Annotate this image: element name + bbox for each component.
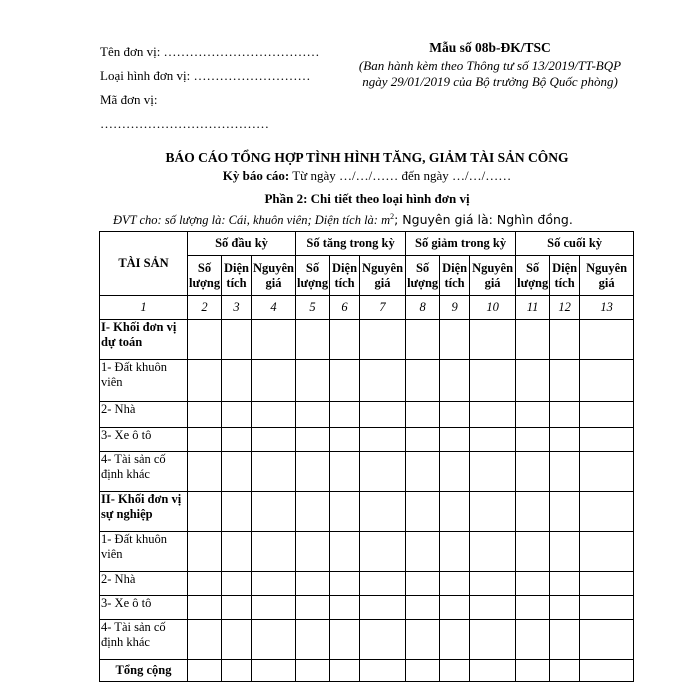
- value-cell[interactable]: [470, 452, 516, 492]
- value-cell[interactable]: [330, 532, 360, 572]
- value-cell[interactable]: [360, 492, 406, 532]
- asset-label-cell: II- Khối đơn vị sự nghiệp: [100, 492, 188, 532]
- value-cell[interactable]: [440, 620, 470, 660]
- value-cell[interactable]: [580, 360, 634, 402]
- value-cell[interactable]: [252, 492, 296, 532]
- group-header-increase: Số tăng trong kỳ: [296, 232, 406, 256]
- value-cell[interactable]: [252, 360, 296, 402]
- group-header-row: [100, 232, 634, 256]
- value-cell[interactable]: [516, 428, 550, 452]
- value-cell[interactable]: [252, 452, 296, 492]
- asset-label-cell: 1- Đất khuôn viên: [100, 532, 188, 572]
- sub-header-cell: Diện tích: [550, 256, 580, 296]
- value-cell[interactable]: [406, 402, 440, 428]
- value-cell[interactable]: [580, 572, 634, 596]
- value-cell[interactable]: [360, 320, 406, 360]
- value-cell[interactable]: [330, 660, 360, 682]
- value-cell[interactable]: [516, 492, 550, 532]
- value-cell[interactable]: [188, 532, 222, 572]
- value-cell[interactable]: [296, 320, 330, 360]
- value-cell[interactable]: [360, 572, 406, 596]
- asset-label-cell: 2- Nhà: [100, 572, 188, 596]
- group-header-opening: Số đầu kỳ: [188, 232, 296, 256]
- value-cell[interactable]: [222, 532, 252, 572]
- value-cell[interactable]: [580, 452, 634, 492]
- value-cell[interactable]: [188, 660, 222, 682]
- value-cell[interactable]: [470, 596, 516, 620]
- value-cell[interactable]: [188, 428, 222, 452]
- value-cell[interactable]: [330, 620, 360, 660]
- value-cell[interactable]: [470, 320, 516, 360]
- value-cell[interactable]: [296, 620, 330, 660]
- table-row: [100, 596, 634, 620]
- value-cell[interactable]: [580, 320, 634, 360]
- value-cell[interactable]: [360, 402, 406, 428]
- value-cell[interactable]: [222, 572, 252, 596]
- sub-header-cell: Số lượng: [296, 256, 330, 296]
- value-cell[interactable]: [516, 360, 550, 402]
- column-number-row: [100, 296, 634, 320]
- value-cell[interactable]: [550, 320, 580, 360]
- value-cell[interactable]: [296, 402, 330, 428]
- asset-label-cell: 4- Tài sản cố định khác: [100, 452, 188, 492]
- table-row: [100, 320, 634, 360]
- value-cell[interactable]: [222, 620, 252, 660]
- value-cell[interactable]: [580, 428, 634, 452]
- value-cell[interactable]: [188, 402, 222, 428]
- value-cell[interactable]: [330, 452, 360, 492]
- unit-note-italic: ĐVT cho: số lượng là: Cái, khuôn viên; Diện tích là: m: [113, 213, 391, 228]
- column-number-cell: 11: [516, 296, 550, 320]
- value-cell[interactable]: [330, 596, 360, 620]
- column-number-cell: 9: [440, 296, 470, 320]
- value-cell[interactable]: [550, 660, 580, 682]
- value-cell[interactable]: [516, 402, 550, 428]
- asset-column-header: TÀI SẢN: [100, 232, 188, 296]
- value-cell[interactable]: [580, 532, 634, 572]
- value-cell[interactable]: [550, 428, 580, 452]
- value-cell[interactable]: [188, 320, 222, 360]
- value-cell[interactable]: [470, 428, 516, 452]
- value-cell[interactable]: [252, 620, 296, 660]
- form-code: Mẫu số 08b-ĐK/TSC: [429, 40, 551, 55]
- value-cell[interactable]: [330, 360, 360, 402]
- value-cell[interactable]: [222, 452, 252, 492]
- value-cell[interactable]: [252, 320, 296, 360]
- period-label: Kỳ báo cáo:: [222, 168, 290, 183]
- issued-line-1: (Ban hành kèm theo Thông tư số 13/2019/TT-BQP: [358, 58, 622, 73]
- value-cell[interactable]: [222, 402, 252, 428]
- sub-header-cell: Diện tích: [222, 256, 252, 296]
- value-cell[interactable]: [222, 360, 252, 402]
- value-cell[interactable]: [406, 572, 440, 596]
- value-cell[interactable]: [406, 620, 440, 660]
- value-cell[interactable]: [440, 660, 470, 682]
- report-title: BÁO CÁO TỔNG HỢP TÌNH HÌNH TĂNG, GIẢM TÀI SẢN CÔNG: [165, 150, 569, 165]
- value-cell[interactable]: [222, 428, 252, 452]
- report-period: [0, 168, 700, 184]
- group-header-decrease: Số giảm trong kỳ: [406, 232, 516, 256]
- sub-header-cell: Số lượng: [516, 256, 550, 296]
- value-cell[interactable]: [222, 660, 252, 682]
- column-number-cell: 7: [360, 296, 406, 320]
- value-cell[interactable]: [406, 428, 440, 452]
- value-cell[interactable]: [360, 452, 406, 492]
- value-cell[interactable]: [406, 320, 440, 360]
- value-cell[interactable]: [360, 428, 406, 452]
- value-cell[interactable]: [550, 532, 580, 572]
- value-cell[interactable]: [222, 596, 252, 620]
- group-header-closing: Số cuối kỳ: [516, 232, 634, 256]
- asset-label-cell: 2- Nhà: [100, 402, 188, 428]
- value-cell[interactable]: [296, 452, 330, 492]
- unit-note-rest: ; Nguyên giá là: Nghìn đồng.: [394, 212, 573, 228]
- value-cell[interactable]: [252, 660, 296, 682]
- value-cell[interactable]: [188, 360, 222, 402]
- sub-header-cell: Nguyên giá: [470, 256, 516, 296]
- value-cell[interactable]: [550, 596, 580, 620]
- column-number-cell: 13: [580, 296, 634, 320]
- value-cell[interactable]: [252, 532, 296, 572]
- sub-header-cell: Nguyên giá: [360, 256, 406, 296]
- value-cell[interactable]: [252, 402, 296, 428]
- value-cell[interactable]: [516, 572, 550, 596]
- unit-note: [113, 212, 573, 228]
- value-cell[interactable]: [440, 428, 470, 452]
- total-label-cell: Tổng cộng: [100, 660, 188, 682]
- table-row: [100, 572, 634, 596]
- value-cell[interactable]: [188, 492, 222, 532]
- sub-header-cell: Diện tích: [440, 256, 470, 296]
- asset-label-cell: 1- Đất khuôn viên: [100, 360, 188, 402]
- table-row: [100, 492, 634, 532]
- column-number-cell: 6: [330, 296, 360, 320]
- value-cell[interactable]: [550, 452, 580, 492]
- unit-name-line: Tên đơn vị: ………………………………: [100, 44, 320, 59]
- value-cell[interactable]: [406, 660, 440, 682]
- value-cell[interactable]: [580, 660, 634, 682]
- value-cell[interactable]: [550, 360, 580, 402]
- value-cell[interactable]: [360, 660, 406, 682]
- value-cell[interactable]: [188, 620, 222, 660]
- value-cell[interactable]: [440, 572, 470, 596]
- value-cell[interactable]: [580, 492, 634, 532]
- column-number-cell: 4: [252, 296, 296, 320]
- value-cell[interactable]: [330, 320, 360, 360]
- value-cell[interactable]: [516, 320, 550, 360]
- value-cell[interactable]: [470, 572, 516, 596]
- value-cell[interactable]: [440, 402, 470, 428]
- table-row: [100, 402, 634, 428]
- value-cell[interactable]: [360, 620, 406, 660]
- value-cell[interactable]: [550, 402, 580, 428]
- unit-type-line: Loại hình đơn vị: ………………………: [100, 68, 311, 83]
- value-cell[interactable]: [550, 620, 580, 660]
- column-number-cell: 12: [550, 296, 580, 320]
- unit-info: [100, 40, 320, 136]
- value-cell[interactable]: [406, 492, 440, 532]
- value-cell[interactable]: [296, 360, 330, 402]
- value-cell[interactable]: [296, 532, 330, 572]
- sub-header-cell: Diện tích: [330, 256, 360, 296]
- asset-report-table: [99, 231, 634, 682]
- part-title: Phần 2: Chi tiết theo loại hình đơn vị: [264, 191, 470, 206]
- value-cell[interactable]: [360, 532, 406, 572]
- table-body: [100, 296, 634, 682]
- value-cell[interactable]: [296, 572, 330, 596]
- value-cell[interactable]: [440, 492, 470, 532]
- value-cell[interactable]: [516, 532, 550, 572]
- value-cell[interactable]: [188, 572, 222, 596]
- unit-note-sup: 2: [390, 212, 395, 221]
- column-number-cell: 8: [406, 296, 440, 320]
- value-cell[interactable]: [252, 428, 296, 452]
- value-cell[interactable]: [516, 596, 550, 620]
- unit-code-dots: …………………………………: [100, 116, 269, 131]
- value-cell[interactable]: [252, 596, 296, 620]
- value-cell[interactable]: [222, 320, 252, 360]
- table-row: [100, 532, 634, 572]
- value-cell[interactable]: [440, 452, 470, 492]
- value-cell[interactable]: [222, 492, 252, 532]
- value-cell[interactable]: [330, 572, 360, 596]
- column-number-cell: 1: [100, 296, 188, 320]
- value-cell[interactable]: [470, 660, 516, 682]
- value-cell[interactable]: [440, 360, 470, 402]
- value-cell[interactable]: [188, 596, 222, 620]
- value-cell[interactable]: [296, 428, 330, 452]
- sub-header-cell: Số lượng: [188, 256, 222, 296]
- sub-header-cell: Số lượng: [406, 256, 440, 296]
- value-cell[interactable]: [330, 428, 360, 452]
- value-cell[interactable]: [440, 532, 470, 572]
- value-cell[interactable]: [188, 452, 222, 492]
- value-cell[interactable]: [296, 660, 330, 682]
- table-row: [100, 452, 634, 492]
- sub-header-cell: Nguyên giá: [580, 256, 634, 296]
- value-cell[interactable]: [550, 492, 580, 532]
- column-number-cell: 2: [188, 296, 222, 320]
- unit-code-line: Mã đơn vị:: [100, 92, 158, 107]
- value-cell[interactable]: [406, 452, 440, 492]
- column-number-cell: 5: [296, 296, 330, 320]
- value-cell[interactable]: [330, 402, 360, 428]
- form-info: [340, 40, 640, 90]
- value-cell[interactable]: [296, 596, 330, 620]
- value-cell[interactable]: [440, 320, 470, 360]
- value-cell[interactable]: [470, 360, 516, 402]
- value-cell[interactable]: [406, 360, 440, 402]
- table-row: [100, 360, 634, 402]
- column-number-cell: 3: [222, 296, 252, 320]
- period-text: Từ ngày …/…/…… đến ngày …/…/……: [289, 168, 512, 183]
- total-row: [100, 660, 634, 682]
- sub-header-cell: Nguyên giá: [252, 256, 296, 296]
- value-cell[interactable]: [580, 402, 634, 428]
- value-cell[interactable]: [470, 620, 516, 660]
- value-cell[interactable]: [470, 532, 516, 572]
- value-cell[interactable]: [580, 596, 634, 620]
- value-cell[interactable]: [360, 596, 406, 620]
- asset-label-cell: 3- Xe ô tô: [100, 428, 188, 452]
- asset-label-cell: 4- Tài sản cố định khác: [100, 620, 188, 660]
- table-row: [100, 620, 634, 660]
- value-cell[interactable]: [330, 492, 360, 532]
- value-cell[interactable]: [470, 402, 516, 428]
- value-cell[interactable]: [516, 452, 550, 492]
- value-cell[interactable]: [406, 532, 440, 572]
- value-cell[interactable]: [440, 596, 470, 620]
- value-cell[interactable]: [360, 360, 406, 402]
- table-row: [100, 428, 634, 452]
- issued-line-2: ngày 29/01/2019 của Bộ trưởng Bộ Quốc phòng): [362, 74, 618, 89]
- column-number-cell: 10: [470, 296, 516, 320]
- asset-label-cell: 3- Xe ô tô: [100, 596, 188, 620]
- asset-label-cell: I- Khối đơn vị dự toán: [100, 320, 188, 360]
- value-cell[interactable]: [516, 660, 550, 682]
- value-cell[interactable]: [516, 620, 550, 660]
- value-cell[interactable]: [580, 620, 634, 660]
- value-cell[interactable]: [296, 492, 330, 532]
- value-cell[interactable]: [470, 492, 516, 532]
- value-cell[interactable]: [550, 572, 580, 596]
- value-cell[interactable]: [406, 596, 440, 620]
- value-cell[interactable]: [252, 572, 296, 596]
